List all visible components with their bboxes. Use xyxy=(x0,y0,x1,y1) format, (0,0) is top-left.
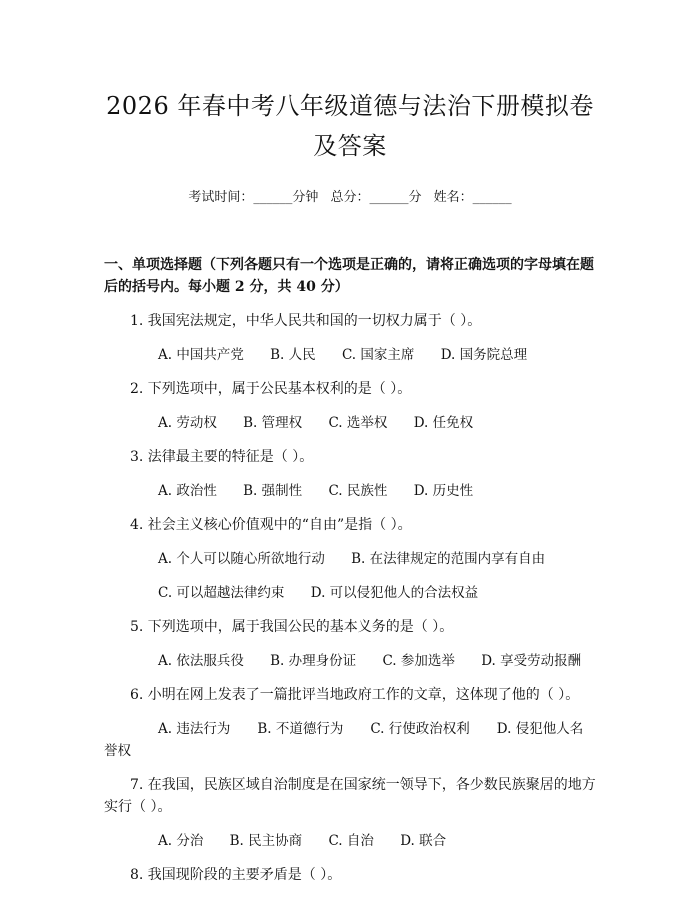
question-options xyxy=(104,344,596,366)
question-options xyxy=(104,412,596,434)
option: D. 国务院总理 xyxy=(440,347,528,363)
section-heading: 一、单项选择题（下列各题只有一个选项是正确的，请将正确选项的字母填在题后的括号内。每小题 2 分，共 40 分） xyxy=(104,257,594,295)
title-line-2: 及答案 xyxy=(313,132,387,160)
question-stem: 5. 下列选项中，属于我国公民的基本义务的是（ ）。 xyxy=(130,619,454,635)
option: C. 自治 xyxy=(328,833,374,849)
question-options xyxy=(104,650,596,672)
option: A. 政治性 xyxy=(158,483,217,499)
option: C. 民族性 xyxy=(328,483,388,499)
option: C. 国家主席 xyxy=(341,347,415,363)
exam-meta xyxy=(104,188,596,208)
option: D. 可以侵犯他人的合法权益 xyxy=(310,585,479,601)
exam-total-score: 总分：______分 xyxy=(330,190,422,205)
question-options xyxy=(104,480,596,502)
question-options xyxy=(104,548,596,570)
question-options: A. 违法行为 B. 不道德行为 C. 行使政治权利 D. 侵犯他人名誉权 xyxy=(104,721,584,759)
option: C. 选举权 xyxy=(328,415,388,431)
title-line-1: 2026 年春中考八年级道德与法治下册模拟卷 xyxy=(106,92,594,120)
question-stem: 7. 在我国，民族区域自治制度是在国家统一领导下，各少数民族聚居的地方实行（ ）。 xyxy=(104,777,596,815)
option: D. 联合 xyxy=(400,833,447,849)
option: C. 参加选举 xyxy=(382,653,455,669)
question-stem: 4. 社会主义核心价值观中的“自由”是指（ ）。 xyxy=(130,517,412,533)
option: A. 依法服兵役 xyxy=(158,653,244,669)
option: C. 可以超越法律约束 xyxy=(158,585,285,601)
question-options xyxy=(104,582,596,604)
question-stem: 3. 法律最主要的特征是（ ）。 xyxy=(130,449,314,465)
option: A. 分治 xyxy=(158,833,204,849)
option: B. 强制性 xyxy=(243,483,303,499)
option: D. 任免权 xyxy=(413,415,474,431)
question-options xyxy=(104,830,596,852)
option: A. 劳动权 xyxy=(158,415,217,431)
student-name: 姓名：______ xyxy=(433,190,512,205)
question-stem: 1. 我国宪法规定，中华人民共和国的一切权力属于（ ）。 xyxy=(130,313,482,329)
question-stem: 8. 我国现阶段的主要矛盾是（ ）。 xyxy=(130,867,342,883)
question-stem: 2. 下列选项中，属于公民基本权利的是（ ）。 xyxy=(130,381,412,397)
option: D. 享受劳动报酬 xyxy=(481,653,582,669)
exam-time: 考试时间：______分钟 xyxy=(188,190,319,205)
document-title xyxy=(104,0,596,166)
option: B. 民主协商 xyxy=(229,833,303,849)
question-stem: 6. 小明在网上发表了一篇批评当地政府工作的文章，这体现了他的（ ）。 xyxy=(130,687,580,703)
option: A. 中国共产党 xyxy=(158,347,244,363)
option: B. 人民 xyxy=(270,347,316,363)
option: B. 在法律规定的范围内享有自由 xyxy=(351,551,546,567)
option: A. 个人可以随心所欲地行动 xyxy=(158,551,325,567)
option: B. 办理身份证 xyxy=(270,653,357,669)
option: D. 历史性 xyxy=(413,483,474,499)
option: B. 管理权 xyxy=(243,415,303,431)
